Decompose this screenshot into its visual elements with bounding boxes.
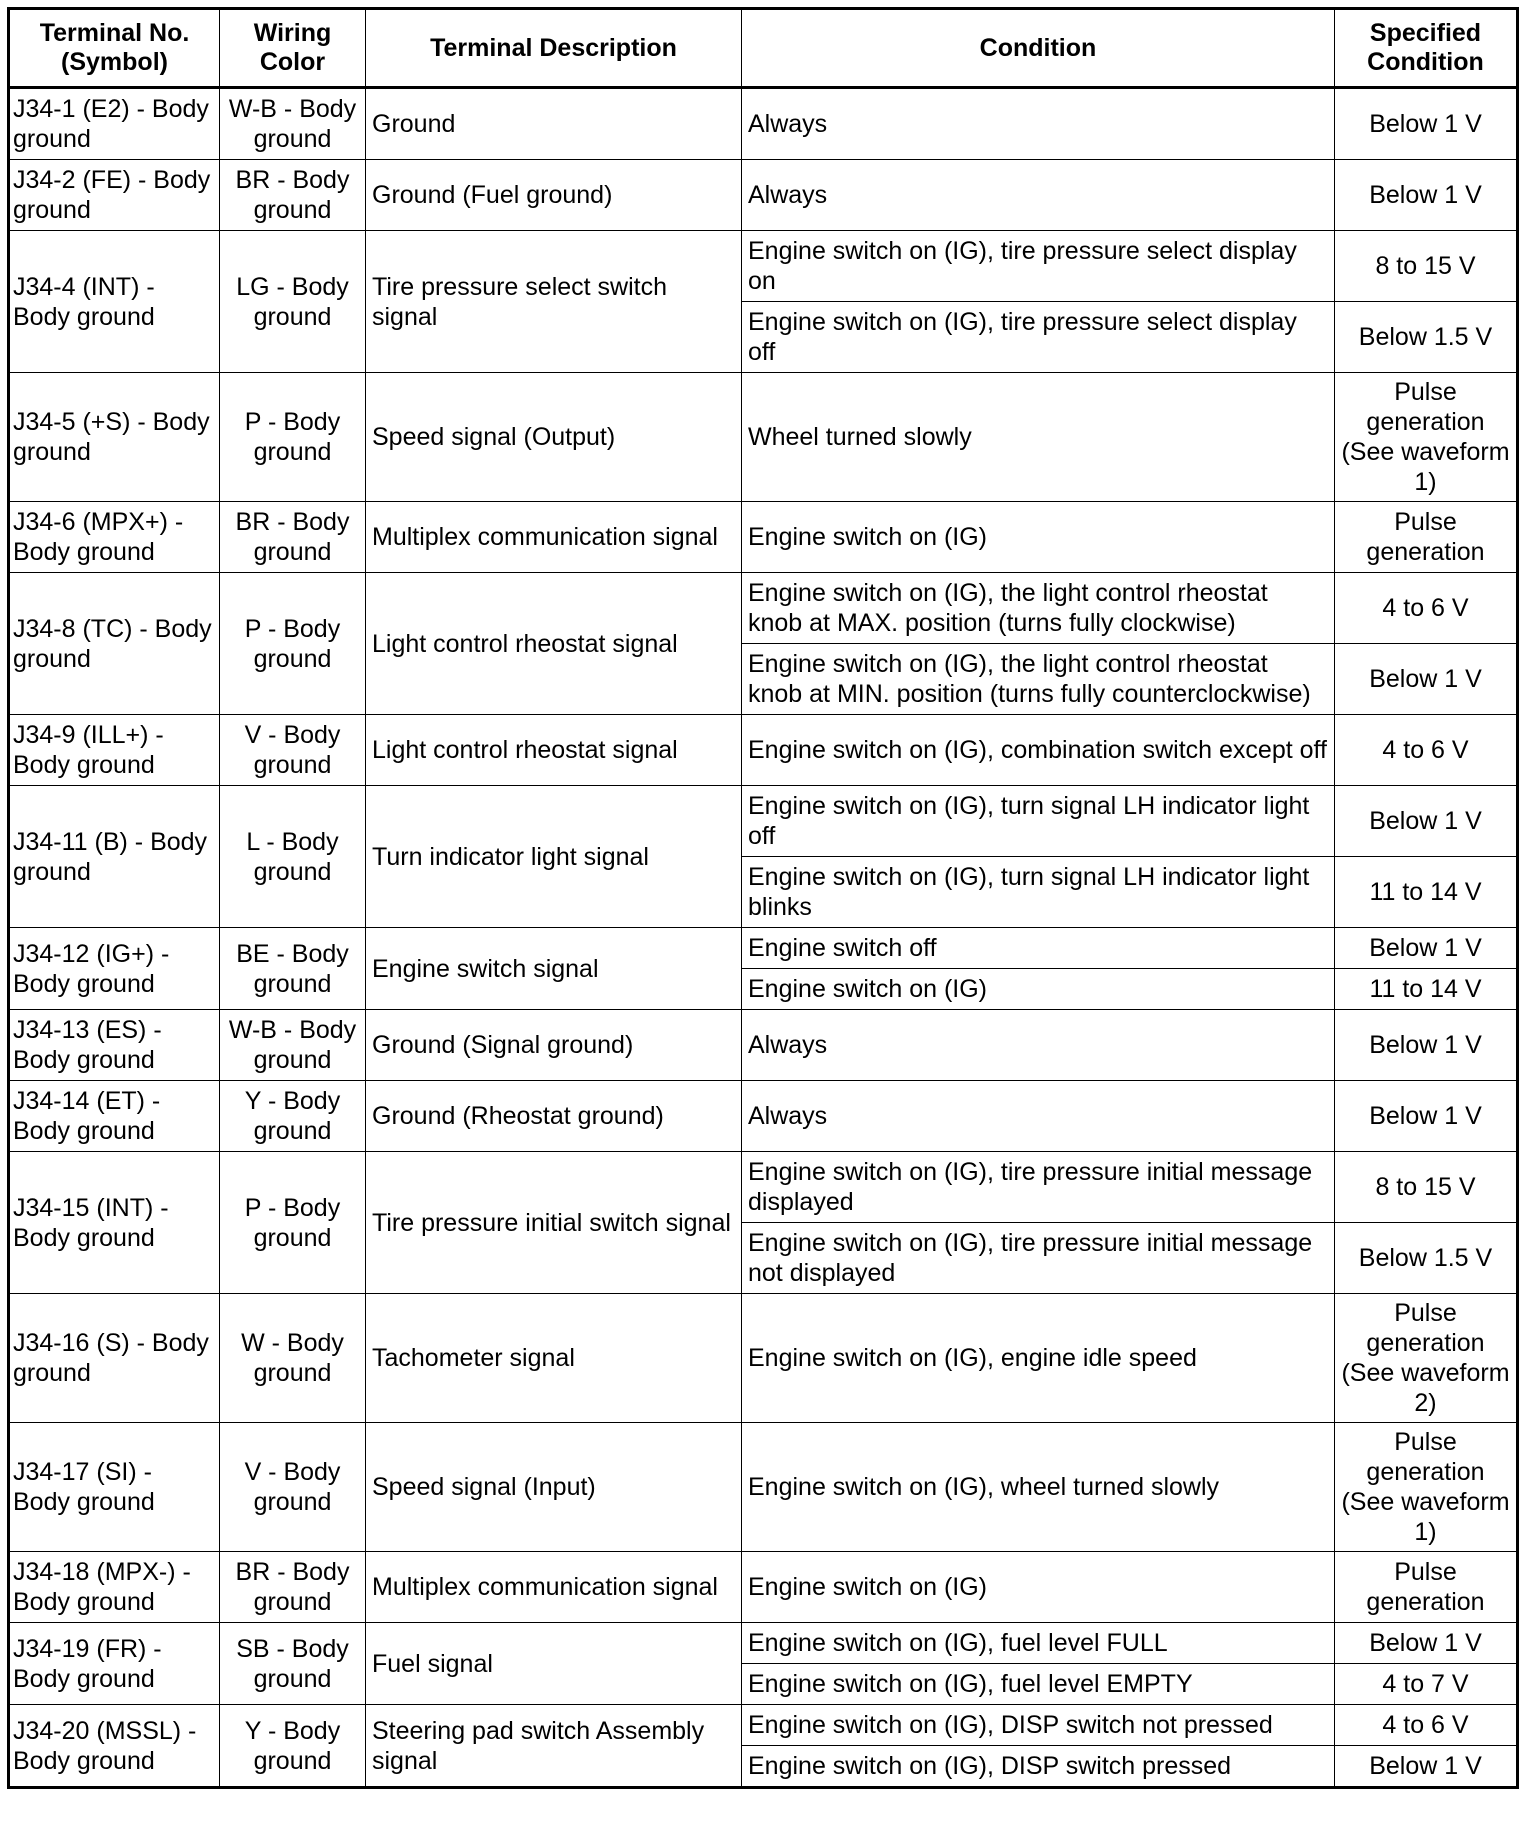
condition-cell: Engine switch on (IG)	[742, 1552, 1335, 1623]
specified-cell: 11 to 14 V	[1335, 857, 1518, 928]
terminal-cell: J34-18 (MPX-) - Body ground	[9, 1552, 220, 1623]
terminal-cell: J34-5 (+S) - Body ground	[9, 373, 220, 502]
table-row	[9, 1081, 1518, 1152]
specified-cell: Below 1 V	[1335, 928, 1518, 969]
condition-cell: Always	[742, 88, 1335, 160]
wiring-cell: P - Body ground	[220, 373, 366, 502]
description-cell: Speed signal (Output)	[366, 373, 742, 502]
table-row	[9, 786, 1518, 857]
terminal-cell: J34-9 (ILL+) - Body ground	[9, 715, 220, 786]
description-cell: Tachometer signal	[366, 1294, 742, 1423]
description-cell: Light control rheostat signal	[366, 573, 742, 715]
specified-cell: Pulse generation (See waveform 1)	[1335, 1423, 1518, 1552]
table-header	[9, 9, 1518, 88]
description-cell: Multiplex communication signal	[366, 1552, 742, 1623]
description-cell: Ground (Rheostat ground)	[366, 1081, 742, 1152]
table-row	[9, 1010, 1518, 1081]
header-terminal: Terminal No. (Symbol)	[9, 9, 220, 88]
header-terminal-description: Terminal Description	[366, 9, 742, 88]
specified-cell: Pulse generation	[1335, 502, 1518, 573]
specified-cell: 8 to 15 V	[1335, 1152, 1518, 1223]
table-row	[9, 373, 1518, 502]
specified-cell: Below 1 V	[1335, 160, 1518, 231]
terminal-cell: J34-4 (INT) - Body ground	[9, 231, 220, 373]
table-row	[9, 1294, 1518, 1423]
description-cell: Engine switch signal	[366, 928, 742, 1010]
terminal-cell: J34-12 (IG+) - Body ground	[9, 928, 220, 1010]
header-specified-condition: Specified Condition	[1335, 9, 1518, 88]
wiring-cell: L - Body ground	[220, 786, 366, 928]
condition-cell: Always	[742, 1010, 1335, 1081]
condition-cell: Engine switch on (IG), engine idle speed	[742, 1294, 1335, 1423]
wiring-cell: V - Body ground	[220, 1423, 366, 1552]
table-row	[9, 88, 1518, 160]
header-condition: Condition	[742, 9, 1335, 88]
description-cell: Ground	[366, 88, 742, 160]
wiring-cell: P - Body ground	[220, 1152, 366, 1294]
wiring-cell: SB - Body ground	[220, 1623, 366, 1705]
specified-cell: Below 1.5 V	[1335, 1223, 1518, 1294]
wiring-cell: W-B - Body ground	[220, 1010, 366, 1081]
description-cell: Multiplex communication signal	[366, 502, 742, 573]
wiring-cell: BE - Body ground	[220, 928, 366, 1010]
condition-cell: Engine switch on (IG), the light control rheostat knob at MAX. position (turns fully clockwise)	[742, 573, 1335, 644]
terminal-cell: J34-16 (S) - Body ground	[9, 1294, 220, 1423]
terminal-cell: J34-13 (ES) - Body ground	[9, 1010, 220, 1081]
specified-cell: Pulse generation (See waveform 2)	[1335, 1294, 1518, 1423]
specified-cell: 8 to 15 V	[1335, 231, 1518, 302]
condition-cell: Engine switch on (IG), fuel level FULL	[742, 1623, 1335, 1664]
description-cell: Ground (Signal ground)	[366, 1010, 742, 1081]
table-row	[9, 1623, 1518, 1664]
condition-cell: Engine switch on (IG), DISP switch pressed	[742, 1746, 1335, 1788]
header-wiring-color: Wiring Color	[220, 9, 366, 88]
terminal-cell: J34-17 (SI) - Body ground	[9, 1423, 220, 1552]
specified-cell: 4 to 7 V	[1335, 1664, 1518, 1705]
description-cell: Turn indicator light signal	[366, 786, 742, 928]
header-row	[9, 9, 1518, 88]
condition-cell: Always	[742, 1081, 1335, 1152]
table-row	[9, 928, 1518, 969]
wiring-cell: Y - Body ground	[220, 1705, 366, 1788]
specified-cell: Below 1 V	[1335, 1081, 1518, 1152]
condition-cell: Engine switch on (IG)	[742, 969, 1335, 1010]
specified-cell: Pulse generation	[1335, 1552, 1518, 1623]
terminal-cell: J34-19 (FR) - Body ground	[9, 1623, 220, 1705]
wiring-cell: W-B - Body ground	[220, 88, 366, 160]
specified-cell: 4 to 6 V	[1335, 715, 1518, 786]
specified-cell: Below 1 V	[1335, 1746, 1518, 1788]
condition-cell: Engine switch on (IG)	[742, 502, 1335, 573]
specified-cell: Below 1 V	[1335, 1010, 1518, 1081]
table-row	[9, 1423, 1518, 1552]
table-row	[9, 231, 1518, 302]
table-row	[9, 1705, 1518, 1746]
description-cell: Light control rheostat signal	[366, 715, 742, 786]
terminal-table	[7, 7, 1519, 1789]
table-row	[9, 1152, 1518, 1223]
condition-cell: Engine switch on (IG), the light control rheostat knob at MIN. position (turns fully counterclockwise)	[742, 644, 1335, 715]
terminal-cell: J34-20 (MSSL) - Body ground	[9, 1705, 220, 1788]
condition-cell: Engine switch on (IG), tire pressure select display on	[742, 231, 1335, 302]
description-cell: Speed signal (Input)	[366, 1423, 742, 1552]
wiring-cell: V - Body ground	[220, 715, 366, 786]
condition-cell: Engine switch on (IG), DISP switch not pressed	[742, 1705, 1335, 1746]
table-row	[9, 715, 1518, 786]
table-row	[9, 160, 1518, 231]
condition-cell: Engine switch on (IG), combination switch except off	[742, 715, 1335, 786]
wiring-cell: BR - Body ground	[220, 160, 366, 231]
terminal-cell: J34-8 (TC) - Body ground	[9, 573, 220, 715]
condition-cell: Engine switch on (IG), tire pressure initial message displayed	[742, 1152, 1335, 1223]
description-cell: Tire pressure select switch signal	[366, 231, 742, 373]
table-row	[9, 573, 1518, 644]
terminal-cell: J34-6 (MPX+) - Body ground	[9, 502, 220, 573]
specified-cell: Pulse generation (See waveform 1)	[1335, 373, 1518, 502]
terminal-cell: J34-15 (INT) - Body ground	[9, 1152, 220, 1294]
wiring-cell: BR - Body ground	[220, 1552, 366, 1623]
description-cell: Fuel signal	[366, 1623, 742, 1705]
description-cell: Steering pad switch Assembly signal	[366, 1705, 742, 1788]
wiring-cell: W - Body ground	[220, 1294, 366, 1423]
specified-cell: 11 to 14 V	[1335, 969, 1518, 1010]
specified-cell: 4 to 6 V	[1335, 1705, 1518, 1746]
description-cell: Tire pressure initial switch signal	[366, 1152, 742, 1294]
terminal-cell: J34-2 (FE) - Body ground	[9, 160, 220, 231]
wiring-cell: LG - Body ground	[220, 231, 366, 373]
condition-cell: Engine switch on (IG), wheel turned slowly	[742, 1423, 1335, 1552]
terminal-table-container	[7, 7, 1519, 1789]
description-cell: Ground (Fuel ground)	[366, 160, 742, 231]
table-row	[9, 502, 1518, 573]
condition-cell: Engine switch on (IG), turn signal LH indicator light off	[742, 786, 1335, 857]
condition-cell: Engine switch on (IG), fuel level EMPTY	[742, 1664, 1335, 1705]
specified-cell: 4 to 6 V	[1335, 573, 1518, 644]
condition-cell: Always	[742, 160, 1335, 231]
terminal-cell: J34-1 (E2) - Body ground	[9, 88, 220, 160]
condition-cell: Engine switch on (IG), turn signal LH indicator light blinks	[742, 857, 1335, 928]
condition-cell: Wheel turned slowly	[742, 373, 1335, 502]
specified-cell: Below 1 V	[1335, 88, 1518, 160]
table-row	[9, 1552, 1518, 1623]
wiring-cell: Y - Body ground	[220, 1081, 366, 1152]
wiring-cell: BR - Body ground	[220, 502, 366, 573]
table-body	[9, 88, 1518, 1788]
condition-cell: Engine switch on (IG), tire pressure select display off	[742, 302, 1335, 373]
specified-cell: Below 1 V	[1335, 644, 1518, 715]
wiring-cell: P - Body ground	[220, 573, 366, 715]
terminal-cell: J34-11 (B) - Body ground	[9, 786, 220, 928]
specified-cell: Below 1 V	[1335, 786, 1518, 857]
condition-cell: Engine switch on (IG), tire pressure initial message not displayed	[742, 1223, 1335, 1294]
condition-cell: Engine switch off	[742, 928, 1335, 969]
specified-cell: Below 1.5 V	[1335, 302, 1518, 373]
specified-cell: Below 1 V	[1335, 1623, 1518, 1664]
terminal-cell: J34-14 (ET) - Body ground	[9, 1081, 220, 1152]
